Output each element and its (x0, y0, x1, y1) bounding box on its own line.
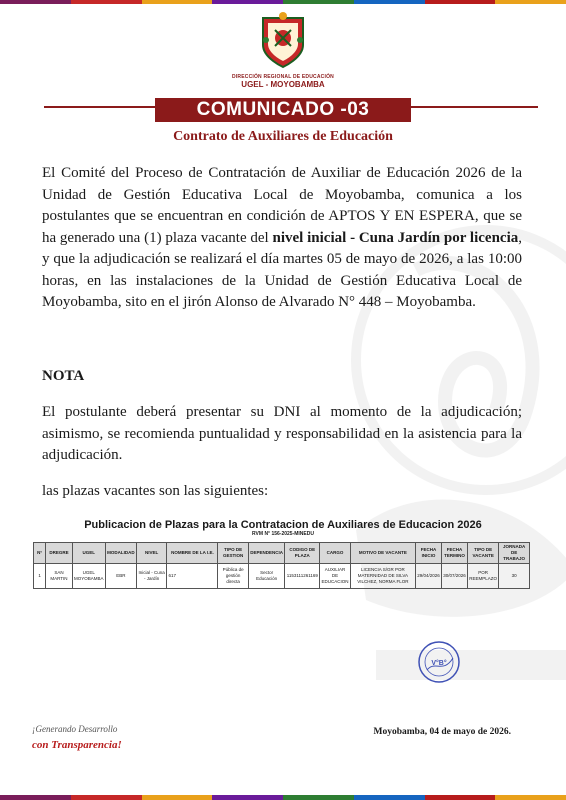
column-header: MOTIVO DE VACANTE (350, 543, 415, 564)
table-header-row (34, 543, 530, 564)
column-header: MODALIDAD (105, 543, 136, 564)
table-row (34, 564, 530, 589)
column-header: CARGO (320, 543, 351, 564)
column-header: N° (34, 543, 46, 564)
paragraph-text: , y que la adjudicación se realizará el día martes 05 de mayo de 2026, a las 10:00 horas, en las instalaciones de la Unidad de Gestión Educativa Local de Moyobamba, sito en el jirón Alonso de Alvarado N° 448 – Moyobamba. (42, 229, 522, 310)
table-title: Publicacion de Plazas para la Contratacion de Auxiliares de Educacion 2026 (84, 519, 482, 531)
main-paragraph (42, 163, 522, 314)
table-cell: 30/07/2026 (441, 564, 467, 589)
paragraph-text: El Comité del Proceso de Contratación de Auxiliar de Educación 2026 de la Unidad de Gestión Educativa Local de Moyobamba, comunica a los postulantes que se encuentran en condición de APTOS Y EN ESPERA, que se ha generado una (1) plaza vacante del (42, 165, 522, 246)
table-cell: 30 (499, 564, 530, 589)
slogan-line2: con Transparencia! (32, 739, 122, 751)
table-cell: Inicial - Cuna - Jardín (136, 564, 167, 589)
table-cell: 617 (167, 564, 218, 589)
column-header: DREGRE (46, 543, 72, 564)
institution-seal (258, 10, 308, 70)
column-header: TIPO DE GESTION (218, 543, 249, 564)
top-color-stripe (0, 0, 566, 4)
institution-line2: UGEL - MOYOBAMBA (241, 80, 325, 89)
column-header: DEPENDENCIA (248, 543, 284, 564)
column-header: FECHA TERMINO (441, 543, 467, 564)
table-cell: 29/04/2026 (415, 564, 441, 589)
column-header: JORNADA DE TRABAJO (499, 543, 530, 564)
column-header: NIVEL (136, 543, 167, 564)
stamp-text: V°B° (431, 660, 447, 667)
table-cell: POR REEMPLAZO (467, 564, 498, 589)
table-subtitle: RVM N° 156-2025-MINEDU (252, 531, 314, 537)
page-title: COMUNICADO -03 (155, 98, 411, 122)
table-cell: UGEL MOYOBAMBA (72, 564, 105, 589)
table-cell: Sector Educación (248, 564, 284, 589)
table-cell: LICENCIA S/GR POR MATERNIDAD DE SILVA VILCHEZ, NORMA FLOR (350, 564, 415, 589)
table-cell: 1 (34, 564, 46, 589)
table-cell: AUXILIAR DE EDUCACION (320, 564, 351, 589)
column-header: FECHA INICIO (415, 543, 441, 564)
bottom-color-stripe (0, 795, 566, 800)
nota-heading: NOTA (42, 368, 85, 384)
approval-stamp (417, 640, 461, 684)
vacancies-table (33, 542, 530, 589)
institution-line1: DIRECCIÓN REGIONAL DE EDUCACIÓN (232, 74, 334, 80)
nota-paragraph: El postulante deberá presentar su DNI al momento de la adjudicación; asimismo, se recomienda puntualidad y responsabilidad en la asistencia para la adjudicación. (42, 404, 522, 463)
column-header: TIPO DE VACANTE (467, 543, 498, 564)
page-subtitle: Contrato de Auxiliares de Educación (173, 129, 393, 144)
table-cell: EBR (105, 564, 136, 589)
table-cell: Pública de gestión directa (218, 564, 249, 589)
table-cell: SAN MARTIN (46, 564, 72, 589)
column-header: NOMBRE DE LA I.E. (167, 543, 218, 564)
table-cell: 1153111261169 (285, 564, 320, 589)
slogan-line1: ¡Generando Desarrollo (32, 724, 118, 734)
column-header: UGEL (72, 543, 105, 564)
vacancies-intro: las plazas vacantes son las siguientes: (42, 483, 269, 499)
paragraph-bold-text: nivel inicial - Cuna Jardín por licencia (272, 229, 519, 246)
document-date: Moyobamba, 04 de mayo de 2026. (373, 727, 511, 737)
slogan-logo (30, 718, 140, 758)
column-header: CODIGO DE PLAZA (285, 543, 320, 564)
